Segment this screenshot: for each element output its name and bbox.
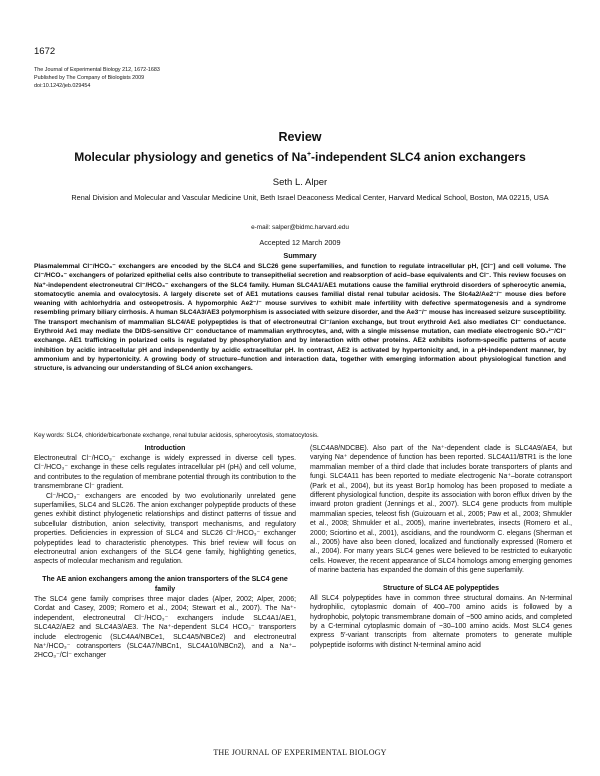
journal-footer: THE JOURNAL OF EXPERIMENTAL BIOLOGY	[213, 748, 387, 757]
intro-heading: Introduction	[144, 445, 186, 452]
section-ae-heading: The AE anion exchangers among the anion transporters of the SLC4 gene family	[42, 575, 288, 593]
keywords: Key words: SLC4, chloride/bicarbonate exchange, renal tubular acidosis, spherocytosis, stomatocytosis.	[34, 432, 319, 439]
section-structure-paragraph: All SLC4 polypeptides have in common three structural domains. An N-terminal hydrophilic, cytoplasmic domain of 400–700 amino acids is followed by a hydrophobic, polytopic transmembrane domain of ~500 amino acids, and completed by a C-terminal cytoplasmic domain of ~30–100 amino acids. Most SLC4 genes express 5′-variant transcripts from alternate promoters to generate multiple polypeptide isoforms with distinct N-terminal amino acid	[310, 594, 572, 649]
left-column	[34, 444, 296, 661]
section-structure-heading: Structure of SLC4 AE polypeptides	[382, 584, 500, 592]
journal-citation	[34, 66, 160, 90]
accepted-date: Accepted 12 March 2009	[259, 238, 341, 247]
author-affiliation: Renal Division and Molecular and Vascular Medicine Unit, Beth Israel Deaconess Medical Center, Harvard Medical School, Boston, MA 02215, USA	[71, 193, 549, 202]
doi-line: doi:10.1242/jeb.029454	[34, 83, 91, 89]
title-part2: -independent SLC4 anion exchangers	[311, 150, 526, 164]
author-name: Seth L. Alper	[272, 177, 328, 188]
summary-text: Plasmalemmal Cl⁻/HCO₃⁻ exchangers are encoded by the SLC4 and SLC26 gene superfamilies, and function to regulate intracellular pH, [Cl⁻] and cell volume. The Cl⁻/HCO₃⁻ exchangers of polarized epithelial cells also contribute to transepithelial secretion and reabsorption of acid–base equivalents and Cl⁻. This review focuses on Na⁺-independent electroneutral Cl⁻/HCO₃⁻ exchangers of the SLC4 family. Human SLC4A1/AE1 mutations cause the familial erythroid disorders of spherocytic anemia, stomatocytic anemia and ovalocytosis. A largely discrete set of AE1 mutations causes familial distal renal tubular acidosis. The Slc4a2/Ae2⁻/⁻ mouse dies before weaning with achlorhydria and osteopetrosis. A hypomorphic Ae2⁻/⁻ mouse survives to exhibit male infertility with defective spermatogenesis and a syndrome resembling primary biliary cirrhosis. A human SLC4A3/AE3 polymorphism is associated with seizure disorder, and the Ae3⁻/⁻ mouse has increased seizure susceptibility. The transport mechanism of mammalian SLC4/AE polypeptides is that of electroneutral Cl⁻/anion exchange, but trout erythroid Ae1 also mediates Cl⁻ conductance. Erythroid Ae1 may mediate the DIDS-sensitive Cl⁻ conductance of mammalian erythrocytes, and, with a single missense mutation, can mediate electrogenic SO₄²⁻/Cl⁻ exchange. AE1 trafficking in polarized cells is regulated by phosphorylation and by interaction with other proteins. AE2 exhibits isoform-specific patterns of acute inhibition by acidic intracellular pH and independently by acidic extracellular pH. In contrast, AE2 is activated by hypertonicity and, in a pH-independent manner, by ammonium and by hypertonicity. A growing body of structure–function and interaction data, together with emerging information about physiological function and structure, is advancing our understanding of SLC4 anion exchangers.	[34, 263, 566, 373]
right-paragraph-1: (SLC4A8/NDCBE). Also part of the Na⁺-dependent clade is SLC4A9/AE4, but varying Na⁺ dependence of function has been reported. SLC4A11/BTR1 is the lone mammalian member of a third clade that includes borate transporters of plants and fungi. SLC4A11 has been reported to mediate electrogenic Na⁺–borate cotransport (Park et al., 2004), but its yeast Bor1p homolog has been proposed to mediate a different physiological function, despite its association with boron efflux driven by the inward proton gradient (Jennings et al., 2007). SLC4 gene products from multiple mammalian species, teleost fish (Guizouarn et al., 2005; Paw et al., 2003; Shmukler et al., 2008; Shmukler et al., 2005), marine invertebrates, insects (Romero et al., 2000; Sciortino et al., 2001), ascidians, and the roundworm C. elegans (Sherman et al., 2005) have also been cloned, localized and functionally expressed (Romero et al., 2004). For many years SLC4 genes were believed to be restricted to eukaryotic cells. However, the recent appearance of SLC4 homologs among emerging genomes of marine bacteria has expanded the domain of this gene superfamily.	[310, 445, 572, 575]
intro-paragraph-2: Cl⁻/HCO₃⁻ exchangers are encoded by two evolutionarily unrelated gene superfamilies, SLC4 and SLC26. The anion exchanger polypeptide products of these genes exhibit distinct phylogenetic relationships and distinct patterns of tissue and subcellular distribution, anion selectivity, transport mechanisms, and regulatory properties. Deficiencies in expression of SLC4 and SLC26 Cl⁻/HCO₃⁻ exchanger polypeptides lead to characteristic phenotypes. This brief review will focus on electroneutral anion exchangers of the SLC4 gene family, highlighting genetics, aspects of molecular mechanism and regulation.	[34, 492, 296, 566]
intro-paragraph-1: Electroneutral Cl⁻/HCO₃⁻ exchange is widely expressed in diverse cell types. Cl⁻/HCO₃⁻ exchange in these cells regulates intracellular pH (pHᵢ) and cell volume, and contributes to the regulation of membrane potential through its contribution to the transmembrane Cl⁻ gradient.	[34, 455, 296, 491]
article-title	[0, 150, 600, 164]
author-email: e-mail: salper@bidmc.harvard.edu	[251, 224, 349, 231]
article-type: Review	[278, 130, 322, 144]
page-number: 1672	[34, 46, 56, 57]
right-column	[310, 444, 572, 650]
section-ae-paragraph: The SLC4 gene family comprises three major clades (Alper, 2002; Alper, 2006; Cordat and Casey, 2009; Romero et al., 2004; Stewart et al., 2007). The Na⁺-independent, electroneutral Cl⁻/HCO₃⁻ exchangers include SLC4A1/AE1, SLC4A2/AE2 and SLC4A3/AE3. The Na⁺-dependent SLC4 HCO₃⁻ transporters include electrogenic (SLC4A4/NBCe1, SLC4A5/NBCe2) and electroneutral Na⁺/HCO₃⁻ cotransporters (SLC4A7/NBCn1, SLC4A10/NBCn2), and a Na⁺–2HCO₃⁻/Cl⁻ exchanger	[34, 595, 296, 660]
title-part1: Molecular physiology and genetics of Na	[74, 150, 307, 164]
section-gap	[310, 576, 572, 584]
section-gap	[34, 567, 296, 575]
summary-heading: Summary	[283, 251, 317, 260]
title-superscript: +	[306, 151, 312, 158]
journal-line: The Journal of Experimental Biology 212, 1672-1683	[34, 67, 160, 73]
publisher-line: Published by The Company of Biologists 2009	[34, 75, 145, 81]
